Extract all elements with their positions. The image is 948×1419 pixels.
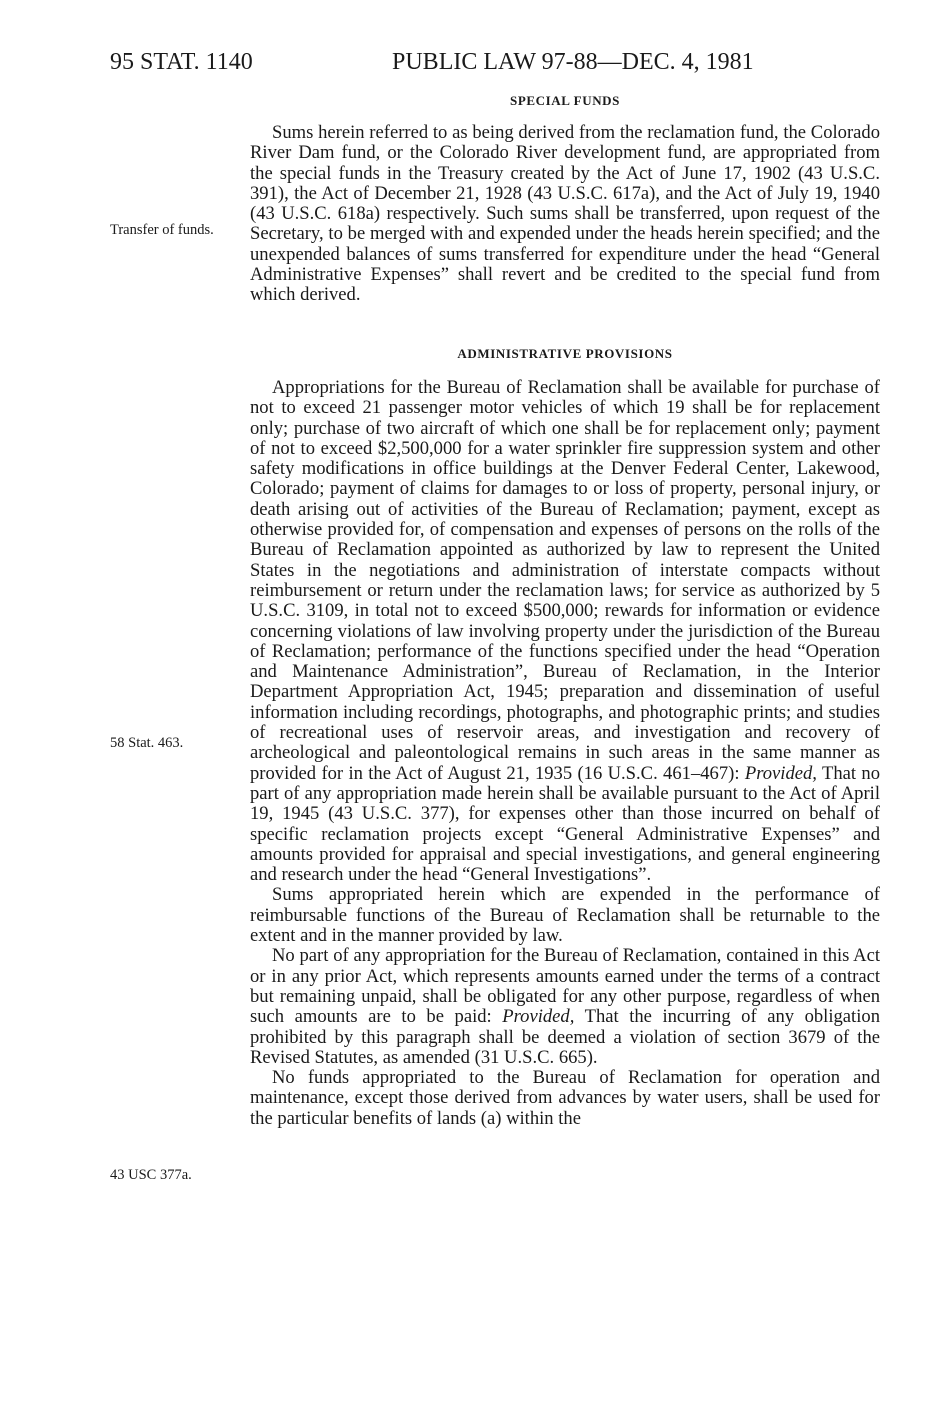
paragraph: No part of any appropriation for the Bureau of Reclamation, contained in this Act or in any prior Act, which represents amounts earned under the terms of a contract but remaining unpaid, shall be obligated for any other purpose, regardless of when such amounts are to be paid: Provided, That the incurring of any obligation prohibited by this paragraph shall be deemed a violation of section 3679 of the Revised Statutes, as amended (31 U.S.C. 665). [250,945,880,1068]
administrative-provisions-body [250,378,880,1129]
paragraph: No funds appropriated to the Bureau of Reclamation for operation and maintenance, except those derived from advances by water users, shall be used for the particular benefits of lands (a) within the [250,1067,880,1129]
special-funds-heading: SPECIAL FUNDS [509,93,621,108]
margin-note-transfer: Transfer of funds. [110,222,214,238]
margin-note-stat: 58 Stat. 463. [110,735,184,751]
paragraph: Sums appropriated herein which are expended in the performance of reimbursable functions of the Bureau of Reclamation shall be returnable to the extent and in the manner provided by law. [250,884,880,947]
paragraph: Sums herein referred to as being derived from the reclamation fund, the Colorado River Dam fund, or the Colorado River development fund, are appropriated from the special funds in the Treasury created by the Act of June 17, 1902 (43 U.S.C. 391), the Act of December 21, 1928 (43 U.S.C. 617a), and the Act of July 19, 1940 (43 U.S.C. 618a) respectively. Such sums shall be transferred, upon request of the Secretary, to be merged with and expended under the heads herein specified; and the unexpended balances of sums transferred for expenditure under the head “General Administrative Expenses” shall revert and be credited to the special fund from which derived. [250,122,880,306]
bleed-through [140,140,143,156]
public-law-title: PUBLIC LAW 97-88—DEC. 4, 1981 [392,49,754,75]
administrative-provisions-heading: ADMINISTRATIVE PROVISIONS [457,346,673,361]
stat-citation: 95 STAT. 1140 [110,49,253,75]
page-header [110,44,890,80]
paragraph: Appropriations for the Bureau of Reclamation shall be available for purchase of not to exceed 21 passenger motor vehicles of which 19 shall be for replacement only; purchase of two aircraft of which one shall be for replacement only; payment of not to exceed $2,500,000 for a water sprinkler fire suppression system and other safety modifications in office buildings at the Denver Federal Center, Lakewood, Colorado; payment of claims for damages to or loss of property, personal injury, or death arising out of activities of the Bureau of Reclamation; payment, except as otherwise provided for, of compensation and expenses of persons on the rolls of the Bureau of Reclamation appointed as authorized by law to represent the United States in the negotiations and administration of interstate compacts without reimbursement or return under the reclamation laws; for service as authorized by 5 U.S.C. 3109, in total not to exceed $500,000; rewards for information or evidence concerning violations of law involving property under the jurisdiction of the Bureau of Reclamation; performance of the functions specified under the head “Operation and Maintenance Administration”, Bureau of Reclamation, in the Interior Department Appropriation Act, 1945; preparation and dissemination of useful information including recordings, photographs, and photographic prints; and studies of recreational uses of reservoir areas, and investigation and recovery of archeological and paleontological remains in such areas in the same manner as provided for in the Act of August 21, 1935 (16 U.S.C. 461–467): Provided, That no part of any appropriation made herein shall be available pursuant to the Act of April 19, 1945 (43 U.S.C. 377), for expenses other than those incurred on behalf of specific reclamation projects except “General Administrative Expenses” and amounts provided for appraisal and special investigations, and general engineering and research under the head “General Investigations”. [250,377,880,886]
special-funds-body [250,123,880,306]
margin-note-usc: 43 USC 377a. [110,1167,192,1183]
